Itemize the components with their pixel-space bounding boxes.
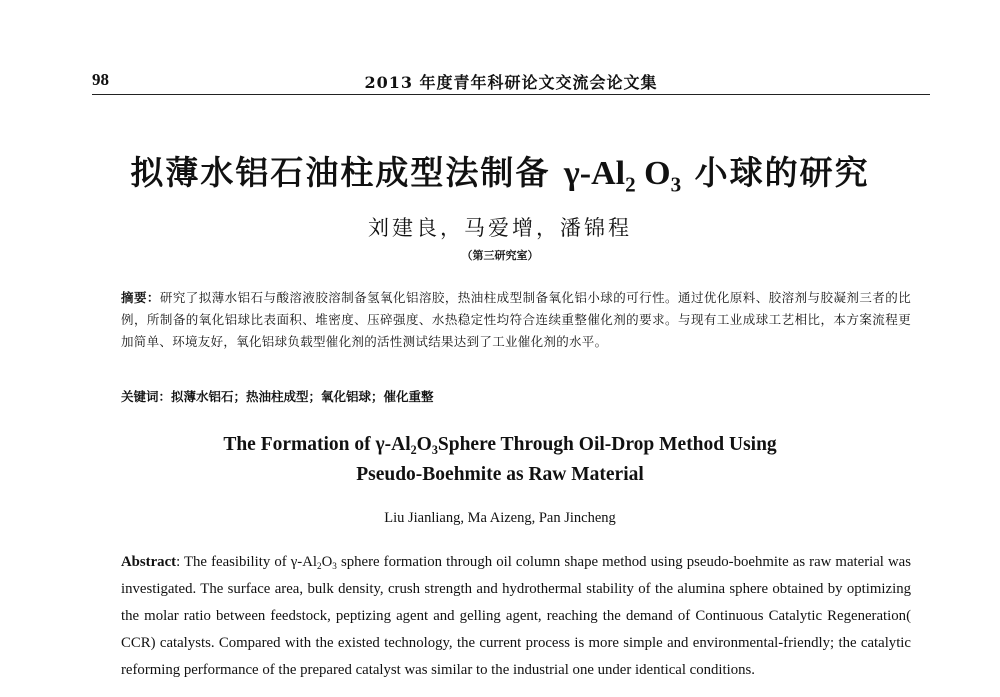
formula-sub-3: 3: [670, 172, 682, 197]
english-abstract-text: sphere formation through oil column shape method using pseudo-boehmite as raw material was investigated. The surface area, bulk density, crush strength and hydrothermal stability of the alumina sphere obtained by optimizing the molar ratio between feedstock, peptizing agent and gelling agent, reaching the demand of Continuous Catalytic Regeneration( CCR) catalysts. Compared with the existed technology, the current process is more simple and environmental-friendly; the catalytic reforming performance of the prepared catalyst was similar to the industrial one under identical conditions.: [121, 554, 912, 678]
chinese-keywords-text: 拟薄水铝石；热油柱成型；氧化铝球；催化重整: [171, 389, 434, 404]
english-title-line1: The Formation of $\gamma-Al_2O_3Sphere$ Through Oil-Drop Method Using: [223, 434, 777, 458]
chinese-keywords-label: 关键词：: [121, 389, 172, 404]
english-abstract: Abstract: The feasibility of $\gamma-Al_2O_3$ sphere formation through oil column shape method using pseudo-boehmite as raw material was investigated. The surface area, bulk density, crush strength and hydrothermal stability of the alumina sphere obtained by optimizing the molar ratio between feedstock, peptizing agent and gelling agent, reaching the demand of Continuous Catalytic Regeneration( CCR) catalysts. Compared with the existed technology, the current process is more simple and environmental-friendly; the catalytic reforming performance of the prepared catalyst was similar to the industrial one under identical conditions.: [121, 554, 912, 678]
formula-sub-2: 2: [625, 172, 636, 197]
english-title-line2: Pseudo-Boehmite as Raw Material: [356, 464, 644, 485]
english-abstract-label: Abstract: [121, 554, 177, 570]
chinese-title-prefix: 拟薄水铝石油柱成型法制备: [130, 153, 551, 192]
title-formula: [563, 155, 682, 197]
running-title: 2013 年度青年科研论文交流会论文集: [364, 73, 658, 92]
page-number: 98: [92, 70, 109, 89]
chinese-title: [0, 147, 1000, 197]
chinese-title-suffix: 小球的研究: [694, 153, 870, 192]
english-authors: Liu Jianliang, Ma Aizeng, Pan Jincheng: [384, 510, 616, 526]
chinese-abstract: [121, 287, 911, 353]
chinese-keywords: [121, 387, 434, 405]
chinese-abstract-label: 摘要：: [121, 290, 160, 305]
chinese-affiliation: （第三研究室）: [461, 249, 539, 262]
formula-gamma-al: γ-Al: [563, 155, 626, 192]
english-title: [0, 430, 1000, 490]
chinese-authors: 刘建良，马爱增，潘锦程: [368, 216, 632, 240]
chinese-abstract-text: 研究了拟薄水铝石与酸溶液胶溶制备氢氧化铝溶胶，热油柱成型制备氧化铝小球的可行性。通过优化原料、胶溶剂与胶凝剂三者的比例，所制备的氧化铝球比表面积、堆密度、压碎强度、水热稳定性均符合连续重整催化剂的要求。与现有工业成球工艺相比，本方案流程更加简单、环境友好，氧化铝球负载型催化剂的活性测试结果达到了工业催化剂的水平。: [121, 290, 912, 349]
formula-o: O: [635, 155, 671, 192]
page-header: [92, 68, 930, 95]
